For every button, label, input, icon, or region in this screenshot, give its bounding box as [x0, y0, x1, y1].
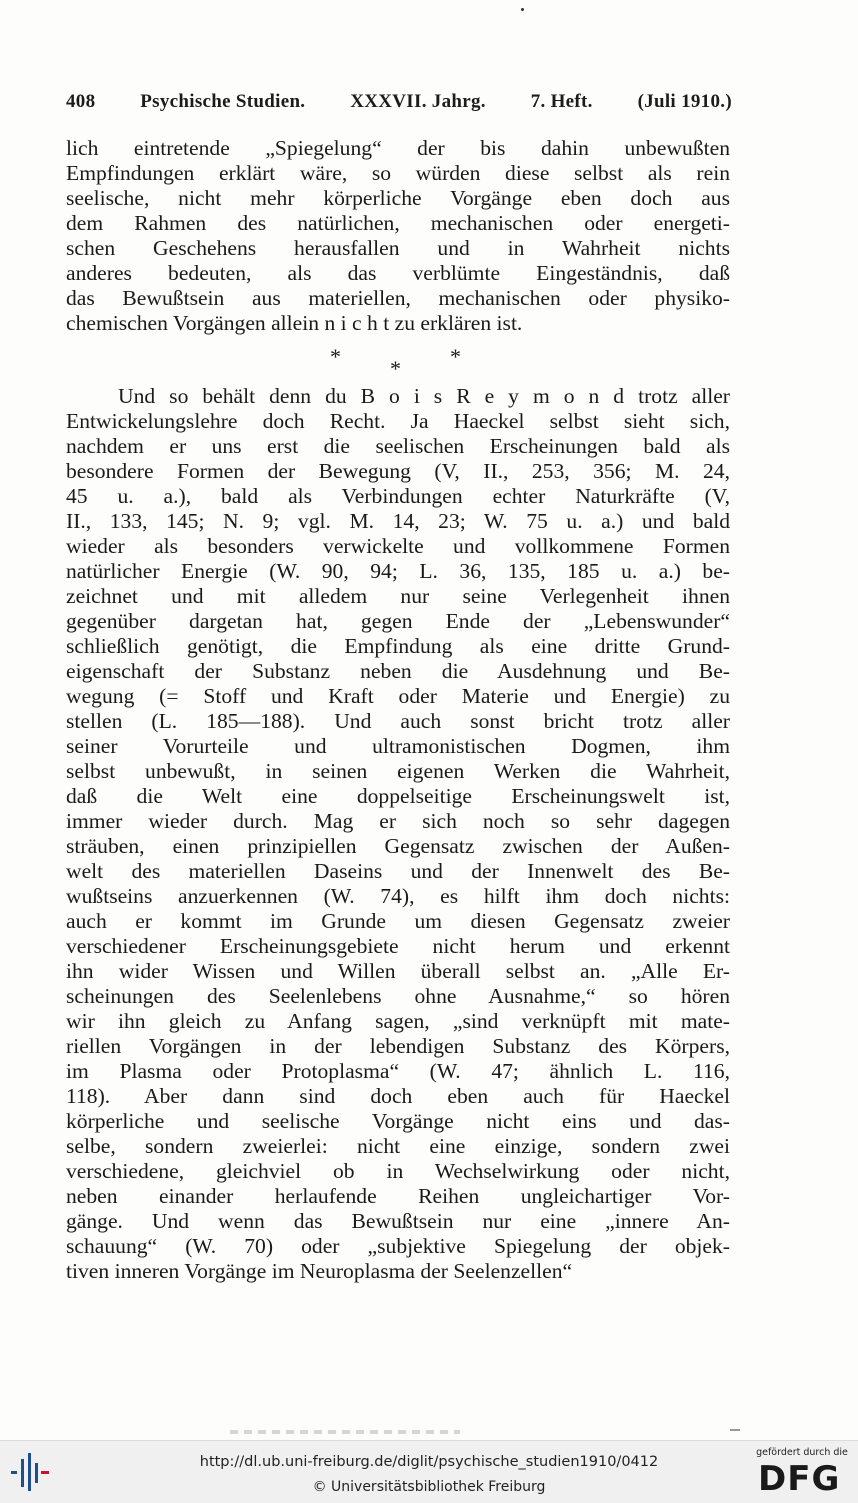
text-line: scheinungen des Seelenlebens ohne Ausnahme,“ so hören: [66, 984, 730, 1008]
text-line: verschiedener Erscheinungsgebiete nicht herum und erkennt: [66, 934, 730, 958]
text-line: schen Geschehens herausfallen und in Wahrheit nichts: [66, 236, 730, 260]
journal-title: Psychische Studien.: [140, 91, 306, 112]
text-line: schauung“ (W. 70) oder „subjektive Spiegelung der objek-: [66, 1234, 730, 1258]
text-line: schließlich genötigt, die Empfindung als eine dritte Grund-: [66, 634, 730, 658]
text-line: nachdem er uns erst die seelischen Erscheinungen bald als: [66, 434, 730, 458]
section-separator: [330, 344, 470, 384]
text-line: eigenschaft der Substanz neben die Ausdehnung und Be-: [66, 659, 730, 683]
text-line: körperliche und seelische Vorgänge nicht eins und das-: [66, 1109, 730, 1133]
text-line: II., 133, 145; N. 9; vgl. M. 14, 23; W. 75 u. a.) und bald: [66, 509, 730, 533]
dfg-logo-icon[interactable]: [752, 1443, 852, 1501]
dfg-caption: gefördert durch die: [756, 1447, 848, 1458]
text-line: tiven inneren Vorgänge im Neuroplasma der Seelenzellen“: [66, 1259, 573, 1283]
text-line: dem Rahmen des natürlichen, mechanischen oder energeti-: [66, 211, 730, 235]
text-line: seiner Vorurteile und ultramonistischen Dogmen, ihm: [66, 734, 730, 758]
text-line: auch er kommt im Grunde um diesen Gegensatz zweier: [66, 909, 730, 933]
dfg-logo-text: DFG: [758, 1459, 841, 1499]
copyright-notice: © Universitätsbibliothek Freiburg: [312, 1479, 546, 1495]
text-line: immer wieder durch. Mag er sich noch so sehr dagegen: [66, 809, 730, 833]
bleed-through-marks: [230, 1430, 460, 1434]
text-line: welt des materiellen Daseins und der Innenwelt des Be-: [66, 859, 730, 883]
text-line: 118). Aber dann sind doch eben auch für Haeckel: [66, 1084, 730, 1108]
page-number: 408: [66, 91, 96, 112]
text-line: lich eintretende „Spiegelung“ der bis dahin unbewußten: [66, 136, 730, 160]
text-line: besondere Formen der Bewegung (V, II., 253, 356; M. 24,: [66, 459, 730, 483]
separator-asterisk: *: [450, 344, 461, 369]
text-line: Und so behält denn du B o i s R e y m o n d trotz aller: [118, 384, 730, 408]
text-line: selbe, sondern zweierlei: nicht eine einzige, sondern zwei: [66, 1134, 730, 1158]
text-line: neben einander herlaufende Reihen ungleichartiger Vor-: [66, 1184, 730, 1208]
running-header: [66, 88, 732, 116]
text-line: gegenüber dargetan hat, gegen Ende der „Lebenswunder“: [66, 609, 730, 633]
text-line: ihn wider Wissen und Willen überall selbst an. „Alle Er-: [66, 959, 730, 983]
volume-label: XXXVII. Jahrg.: [350, 91, 486, 112]
text-line: anderes bedeuten, als das verblümte Eingeständnis, daß: [66, 261, 730, 285]
text-line: wir ihn gleich zu Anfang sagen, „sind verknüpft mit mate-: [66, 1009, 730, 1033]
text-line: natürlicher Energie (W. 90, 94; L. 36, 135, 185 u. a.) be-: [66, 559, 730, 583]
text-line: riellen Vorgängen in der lebendigen Substanz des Körpers,: [66, 1034, 730, 1058]
text-line: wegung (= Stoff und Kraft oder Materie und Energie) zu: [66, 684, 730, 708]
text-line: selbst unbewußt, in seinen eigenen Werken die Wahrheit,: [66, 759, 730, 783]
text-line: gänge. Und wenn das Bewußtsein nur eine „innere An-: [66, 1209, 730, 1233]
text-line: das Bewußtsein aus materiellen, mechanischen oder physiko-: [66, 286, 730, 310]
text-line: zeichnet und mit alledem nur seine Verlegenheit ihnen: [66, 584, 730, 608]
text-line: stellen (L. 185—188). Und auch sonst bricht trotz aller: [66, 709, 730, 733]
text-line: daß die Welt eine doppelseitige Erscheinungswelt ist,: [66, 784, 730, 808]
text-line: chemischen Vorgängen allein n i c h t zu erklären ist.: [66, 311, 523, 335]
separator-asterisk: *: [330, 344, 341, 369]
text-line: sträuben, einen prinzipiellen Gegensatz zwischen der Außen-: [66, 834, 730, 858]
text-line: seelische, nicht mehr körperliche Vorgänge eben doch aus: [66, 186, 730, 210]
paragraph-main: [66, 384, 730, 1284]
bleed-through-tick: [730, 1429, 740, 1431]
viewer-footer-bar: [0, 1440, 858, 1503]
text-line: Entwickelungslehre doch Recht. Ja Haeckel selbst sieht sich,: [66, 409, 730, 433]
separator-asterisk: *: [390, 356, 401, 381]
date-label: (Juli 1910.): [637, 91, 732, 112]
text-line: wieder als besonders verwickelte und vollkommene Formen: [66, 534, 730, 558]
issue-label: 7. Heft.: [530, 91, 593, 112]
text-line: verschiedene, gleichviel ob in Wechselwirkung oder nicht,: [66, 1159, 730, 1183]
paragraph-continuation: [66, 136, 730, 336]
text-line: Empfindungen erklärt wäre, so würden diese selbst als rein: [66, 161, 730, 185]
text-line: wußtseins anzuerkennen (W. 74), es hilft ihm doch nichts:: [66, 884, 730, 908]
document-url[interactable]: http://dl.ub.uni-freiburg.de/diglit/psychische_studien1910/0412: [199, 1454, 659, 1470]
text-line: 45 u. a.), bald als Verbindungen echter Naturkräfte (V,: [66, 484, 730, 508]
speck-mark: [521, 8, 524, 11]
text-line: im Plasma oder Protoplasma“ (W. 47; ähnlich L. 116,: [66, 1059, 730, 1083]
